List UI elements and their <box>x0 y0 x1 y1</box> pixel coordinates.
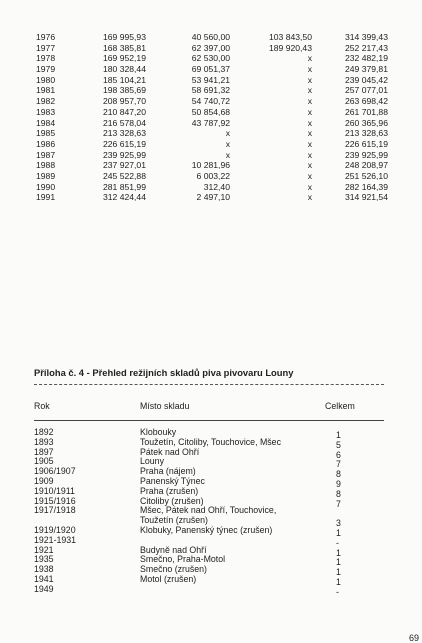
year-cell: 1987 <box>36 149 56 160</box>
value-cell-2: 312,40 <box>203 181 230 192</box>
misto-cell: Klobouky <box>140 427 177 437</box>
appendix-heading: Příloha č. 4 - Přehled režijních skladů piva pivovaru Louny <box>34 367 294 378</box>
misto-cell: Toužetín (zrušen) <box>140 515 208 526</box>
misto-cell: Smečno, Praha-Motol <box>140 554 226 565</box>
rok-cell: 1905 <box>34 456 54 467</box>
rok-cell: 1915/1916 <box>34 495 76 506</box>
value-cell-4: 226 615,19 <box>344 138 388 149</box>
value-cell-4: 261 701,88 <box>344 106 388 117</box>
table-row <box>34 564 384 578</box>
column-header-celkem: Celkem <box>325 401 355 411</box>
column-header-misto: Místo skladu <box>140 401 190 411</box>
value-cell-4: 260 365,96 <box>344 117 388 128</box>
celkem-cell: 1 <box>336 547 341 558</box>
value-cell-1: 245 522,88 <box>102 170 146 181</box>
value-cell-3: x <box>307 64 312 75</box>
celkem-cell: 7 <box>336 459 341 470</box>
value-cell-3: 103 843,50 <box>268 32 312 42</box>
year-cell: 1985 <box>36 128 56 139</box>
value-cell-3: x <box>307 53 312 64</box>
value-cell-2: 10 281,96 <box>191 160 230 171</box>
table-row <box>34 436 384 450</box>
table-row <box>34 573 384 587</box>
table-row <box>34 427 384 440</box>
value-cell-3: 189 920,43 <box>268 42 312 53</box>
value-cell-1: 216 578,04 <box>102 117 146 128</box>
value-cell-1: 237 927,01 <box>102 160 146 171</box>
year-cell: 1988 <box>36 160 56 171</box>
table-row <box>34 524 384 538</box>
table-row <box>34 505 384 515</box>
value-cell-1: 210 847,20 <box>102 106 146 117</box>
value-cell-2: 62 397,00 <box>191 42 230 53</box>
year-cell: 1991 <box>36 192 56 203</box>
value-cell-2: 53 941,21 <box>191 74 230 85</box>
value-cell-3: x <box>307 96 312 107</box>
table-row <box>34 544 384 558</box>
misto-cell: Toužetín, Citoliby, Touchovice, Mšec <box>140 436 281 447</box>
year-cell: 1980 <box>36 74 56 85</box>
celkem-cell: 1 <box>336 557 341 568</box>
celkem-cell: 6 <box>336 449 341 460</box>
value-cell-4: 252 217,43 <box>344 42 388 53</box>
value-cell-2: 2 497,10 <box>196 192 230 203</box>
value-cell-1: 185 104,21 <box>102 74 146 85</box>
rok-cell: 1917/1918 <box>34 505 76 516</box>
value-cell-2: 58 691,32 <box>191 85 230 96</box>
table-row <box>34 456 384 470</box>
value-cell-2: x <box>225 138 230 149</box>
value-cell-3: x <box>307 192 312 203</box>
value-cell-4: 239 045,42 <box>344 74 388 85</box>
value-cell-4: 239 925,99 <box>344 149 388 160</box>
rok-cell: 1941 <box>34 573 54 584</box>
value-cell-2: 62 530,00 <box>191 53 230 64</box>
celkem-cell: 7 <box>336 498 341 509</box>
value-cell-3: x <box>307 149 312 160</box>
year-cell: 1981 <box>36 85 56 96</box>
rok-cell: 1909 <box>34 475 54 486</box>
rok-cell: 1893 <box>34 436 54 447</box>
value-cell-4: 232 482,19 <box>344 53 388 64</box>
value-cell-3: x <box>307 160 312 171</box>
value-cell-1: 198 385,69 <box>102 85 146 96</box>
misto-cell: Klobuky, Panenský týnec (zrušen) <box>140 524 273 535</box>
value-cell-2: 43 787,92 <box>191 117 230 128</box>
misto-cell: Smečno (zrušen) <box>140 564 207 575</box>
value-cell-1: 169 995,93 <box>102 32 146 42</box>
table-row <box>34 485 384 499</box>
value-cell-3: x <box>307 138 312 149</box>
rok-cell: 1910/1911 <box>34 485 75 496</box>
misto-cell: Budyně nad Ohří <box>140 544 207 555</box>
rok-cell: 1919/1920 <box>34 524 76 535</box>
value-cell-3: x <box>307 170 312 181</box>
table-row <box>34 466 384 480</box>
rok-cell: 1935 <box>34 554 54 565</box>
misto-cell: Pátek nad Ohří <box>140 446 200 457</box>
value-cell-4: 249 379,81 <box>344 64 388 75</box>
year-cell: 1984 <box>36 117 56 128</box>
year-cell: 1990 <box>36 181 56 192</box>
table-row <box>34 475 384 489</box>
warehouses-table <box>34 427 384 597</box>
value-cell-3: x <box>307 106 312 117</box>
year-cell: 1978 <box>36 53 56 64</box>
value-cell-2: 50 854,68 <box>191 106 230 117</box>
value-cell-2: 6 003,22 <box>196 170 230 181</box>
table-row <box>34 583 384 597</box>
table-row <box>34 534 384 548</box>
table-row <box>34 515 384 529</box>
celkem-cell: 1 <box>336 527 341 538</box>
value-cell-2: 69 051,37 <box>191 64 230 75</box>
rok-cell: 1949 <box>34 583 54 594</box>
rok-cell: 1921 <box>34 544 54 555</box>
year-cell: 1983 <box>36 106 56 117</box>
value-cell-1: 169 952,19 <box>102 53 146 64</box>
celkem-cell: 8 <box>336 488 341 499</box>
value-cell-3: x <box>307 85 312 96</box>
dashed-rule <box>34 384 384 385</box>
value-cell-4: 282 164,39 <box>344 181 388 192</box>
value-cell-2: 54 740,72 <box>191 96 230 107</box>
table-row <box>34 495 384 509</box>
value-cell-1: 213 328,63 <box>102 128 146 139</box>
year-cell: 1979 <box>36 64 56 75</box>
misto-cell: Citoliby (zrušen) <box>140 495 204 506</box>
value-cell-1: 208 957,70 <box>102 96 146 107</box>
value-cell-1: 239 925,99 <box>102 149 146 160</box>
rok-cell: 1906/1907 <box>34 466 76 477</box>
value-cell-3: x <box>307 117 312 128</box>
value-cell-1: 168 385,81 <box>102 42 146 53</box>
year-cell: 1976 <box>36 32 56 42</box>
value-cell-1: 180 328,44 <box>102 64 146 75</box>
rok-cell: 1921-1931 <box>34 534 77 545</box>
value-cell-2: x <box>225 149 230 160</box>
rok-cell: 1892 <box>34 427 54 437</box>
value-cell-4: 263 698,42 <box>344 96 388 107</box>
value-cell-1: 312 424,44 <box>102 192 146 203</box>
misto-cell: Praha (zrušen) <box>140 485 199 496</box>
rok-cell: 1897 <box>34 446 54 457</box>
value-cell-2: x <box>225 128 230 139</box>
year-cell: 1977 <box>36 42 56 53</box>
celkem-cell: 1 <box>336 567 341 578</box>
year-cell: 1986 <box>36 138 56 149</box>
value-cell-3: x <box>307 181 312 192</box>
celkem-cell: 9 <box>336 478 341 489</box>
value-cell-4: 213 328,63 <box>344 128 388 139</box>
misto-cell: Louny <box>140 456 164 467</box>
misto-cell: Motol (zrušen) <box>140 573 197 584</box>
celkem-cell: 5 <box>336 439 341 450</box>
value-cell-4: 314 921,54 <box>344 192 388 203</box>
celkem-cell: 8 <box>336 469 341 480</box>
celkem-cell: - <box>336 537 339 548</box>
year-cell: 1989 <box>36 170 56 181</box>
table-row <box>34 446 384 460</box>
celkem-cell: - <box>336 586 339 597</box>
value-cell-3: x <box>307 74 312 85</box>
value-cell-4: 257 077,01 <box>344 85 388 96</box>
year-cell: 1982 <box>36 96 56 107</box>
value-cell-4: 248 208,97 <box>344 160 388 171</box>
value-cell-2: 40 560,00 <box>191 32 230 42</box>
value-cell-1: 281 851,99 <box>102 181 146 192</box>
misto-cell: Panenský Týnec <box>140 475 205 486</box>
rok-cell: 1938 <box>34 564 54 575</box>
value-cell-4: 251 526,10 <box>344 170 388 181</box>
table-row <box>34 554 384 568</box>
column-header-rok: Rok <box>34 401 50 411</box>
celkem-cell: 1 <box>336 576 341 587</box>
value-cell-4: 314 399,43 <box>344 32 388 42</box>
header-rule <box>34 420 384 421</box>
misto-cell: Mšec, Pátek nad Ohří, Touchovice, <box>140 505 277 516</box>
misto-cell: Praha (nájem) <box>140 466 196 477</box>
page-number: 69 <box>409 633 420 643</box>
value-cell-1: 226 615,19 <box>102 138 146 149</box>
celkem-cell: 3 <box>336 518 341 529</box>
value-cell-3: x <box>307 128 312 139</box>
celkem-cell: 1 <box>336 430 341 440</box>
